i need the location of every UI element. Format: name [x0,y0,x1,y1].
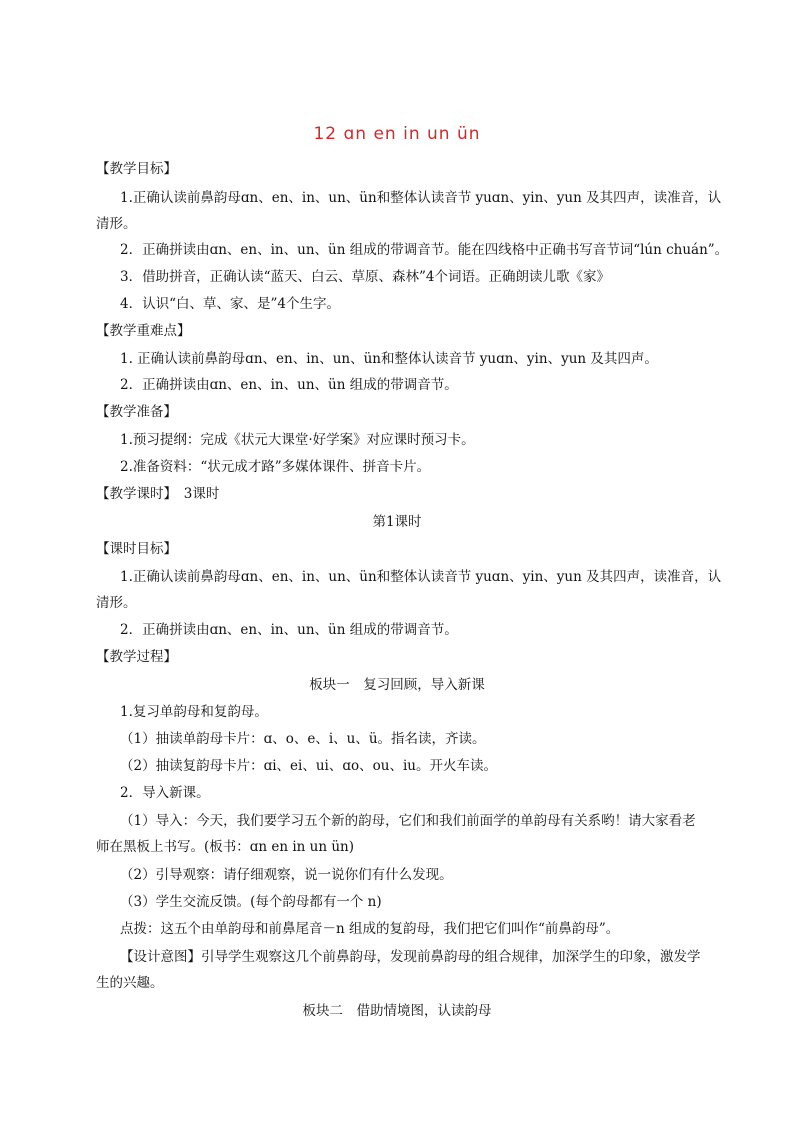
goal-1: 1.正确认读前鼻韵母ɑn、en、in、un、ün和整体认读音节 yuɑn、yin、yun 及其四声，读准音，认 [120,190,722,206]
heading-teaching-process: 【教学过程】 [96,649,177,665]
section-lesson-1: 第1课时 [372,514,422,530]
heading-lesson-goals: 【课时目标】 [96,541,177,557]
process-step-2-3: （3）学生交流反馈。(每个韵母都有一个 n) [120,894,382,910]
key-point-2: 2．正确拼读由ɑn、en、in、un、ün 组成的带调音节。 [120,377,458,393]
lesson-title: 12 ɑn en in un ün [313,124,481,144]
goal-4: 4．认识“白、草、家、是”4个生字。 [120,296,340,312]
heading-key-points: 【教学重难点】 [96,323,191,339]
process-step-1-2: （2）抽读复韵母卡片：ɑi、ei、ui、ɑo、ou、iu。开火车读。 [120,758,497,774]
design-intent: 【设计意图】引导学生观察这几个前鼻韵母，发现前鼻韵母的组合规律，加深学生的印象，激发学 [120,949,701,965]
lesson-goal-2: 2．正确拼读由ɑn、en、in、un、ün 组成的带调音节。 [120,622,458,638]
block-2-title: 板块二 借助情境图，认读韵母 [302,1003,492,1019]
lesson-goal-1: 1.正确认读前鼻韵母ɑn、en、in、un、ün和整体认读音节 yuɑn、yin、yun 及其四声，读准音，认 [120,569,722,585]
heading-teaching-goals: 【教学目标】 [96,161,177,177]
heading-preparation: 【教学准备】 [96,404,177,420]
key-point-1: 1. 正确认读前鼻韵母ɑn、en、in、un、ün和整体认读音节 yuɑn、yin、yun 及其四声。 [120,351,658,367]
preparation-2: 2.准备资料：“状元成才路”多媒体课件、拼音卡片。 [120,459,431,475]
goal-3: 3．借助拼音，正确认读“蓝天、白云、草原、森林”4个词语。正确朗读儿歌《家》 [120,269,610,285]
goal-1-cont: 清形。 [96,216,137,232]
heading-class-hours: 【教学课时】 3课时 [96,486,220,502]
process-step-2-1: （1）导入：今天，我们要学习五个新的韵母，它们和我们前面学的单韵母有关系哟！请大家看老 [120,813,696,829]
process-step-2-1-cont: 师在黑板上书写。(板书：ɑn en in un ün) [96,839,355,855]
design-intent-cont: 生的兴趣。 [96,975,164,991]
process-step-1-1: （1）抽读单韵母卡片：ɑ、o、e、i、u、ü。指名读，齐读。 [120,731,486,747]
goal-2: 2．正确拼读由ɑn、en、in、un、ün 组成的带调音节。能在四线格中正确书写音节词“lún chuán”。 [120,242,729,258]
preparation-1: 1.预习提纲：完成《状元大课堂·好学案》对应课时预习卡。 [120,432,475,448]
process-step-2-2: （2）引导观察：请仔细观察，说一说你们有什么发现。 [120,867,453,883]
process-step-2: 2．导入新课。 [120,785,210,801]
lesson-goal-1-cont: 清形。 [96,595,137,611]
guidance-note: 点拨：这五个由单韵母和前鼻尾音－n 组成的复韵母，我们把它们叫作“前鼻韵母”。 [120,921,620,937]
block-1-title: 板块一 复习回顾，导入新课 [309,677,485,693]
process-step-1: 1.复习单韵母和复韵母。 [120,704,268,720]
